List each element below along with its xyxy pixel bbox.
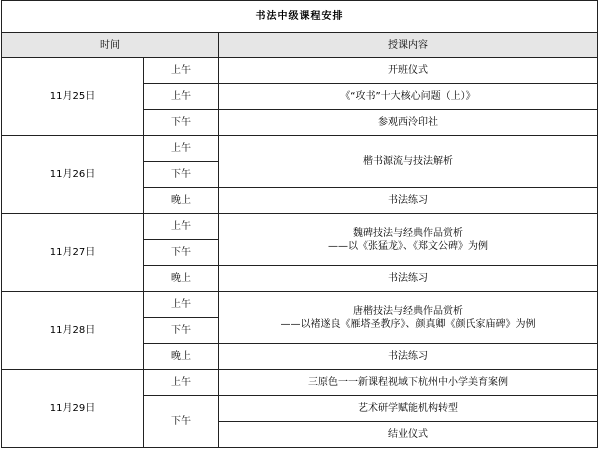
period-cell: 晚上 <box>144 188 219 214</box>
period-cell: 下午 <box>144 318 219 344</box>
title-row <box>2 1 598 33</box>
date-cell: 11月28日 <box>2 292 144 370</box>
period-cell: 下午 <box>144 110 219 136</box>
header-time: 时间 <box>2 33 219 58</box>
period-cell: 上午 <box>144 370 219 396</box>
period-cell: 上午 <box>144 84 219 110</box>
header-content: 授课内容 <box>219 33 598 58</box>
period-cell: 晚上 <box>144 344 219 370</box>
content-cell: 书法练习 <box>219 188 598 214</box>
content-cell <box>219 292 598 344</box>
content-cell: 参观西泠印社 <box>219 110 598 136</box>
content-cell <box>219 214 598 266</box>
content-line: ——以《张猛龙》、《郑文公碑》为例 <box>328 240 488 252</box>
page-title: 书法中级课程安排 <box>2 1 598 33</box>
table-row <box>2 370 598 396</box>
date-cell: 11月27日 <box>2 214 144 292</box>
table-row <box>2 214 598 240</box>
period-cell: 下午 <box>144 396 219 448</box>
table-row <box>2 58 598 84</box>
content-cell: 书法练习 <box>219 266 598 292</box>
date-cell: 11月26日 <box>2 136 144 214</box>
content-line: 魏碑技法与经典作品赏析 <box>353 227 463 239</box>
period-cell: 晚上 <box>144 266 219 292</box>
period-cell: 上午 <box>144 292 219 318</box>
content-cell: 楷书源流与技法解析 <box>219 136 598 188</box>
content-cell: 书法练习 <box>219 344 598 370</box>
content-line: 唐楷技法与经典作品赏析 <box>353 305 463 317</box>
period-cell: 上午 <box>144 58 219 84</box>
content-cell: 结业仪式 <box>219 422 598 448</box>
table-row <box>2 292 598 318</box>
period-cell: 下午 <box>144 240 219 266</box>
content-cell: 开班仪式 <box>219 58 598 84</box>
period-cell: 上午 <box>144 214 219 240</box>
table-row <box>2 136 598 162</box>
date-cell: 11月29日 <box>2 370 144 448</box>
content-cell: 艺术研学赋能机构转型 <box>219 396 598 422</box>
content-line: ——以褚遂良《雁塔圣教序》、颜真卿《颜氏家庙碑》为例 <box>280 318 536 330</box>
schedule-table <box>1 0 598 448</box>
content-cell: 《“攻书”十大核心问题（上）》 <box>219 84 598 110</box>
date-cell: 11月25日 <box>2 58 144 136</box>
content-cell: 三原色一一新课程视域下杭州中小学美育案例 <box>219 370 598 396</box>
period-cell: 下午 <box>144 162 219 188</box>
period-cell: 上午 <box>144 136 219 162</box>
header-row <box>2 33 598 58</box>
